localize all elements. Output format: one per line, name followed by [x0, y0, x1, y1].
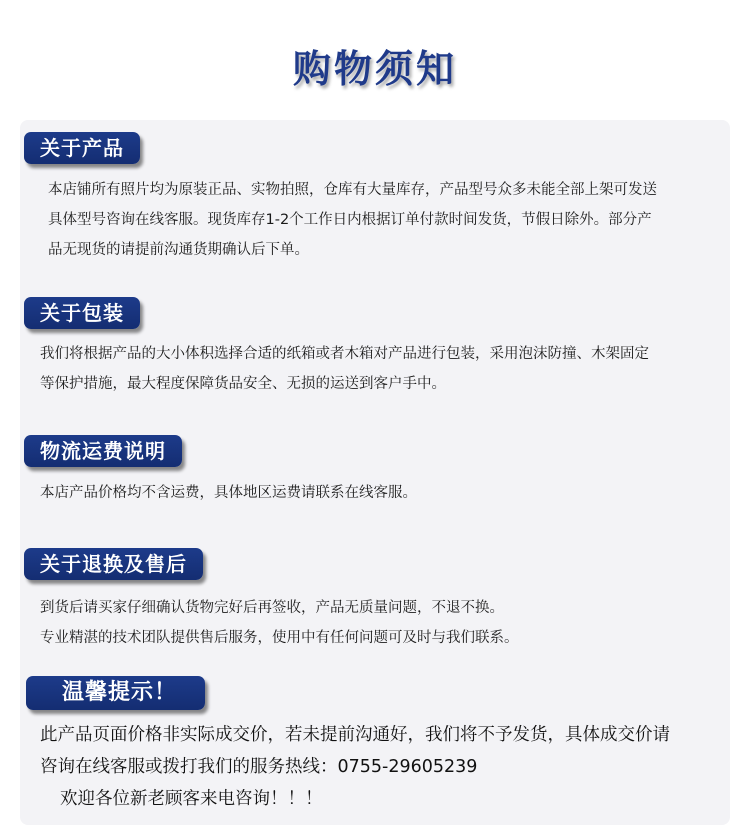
section-packaging-text	[40, 339, 649, 399]
notice-line: 咨询在线客服或拨打我们的服务热线：0755-29605239	[40, 757, 478, 777]
text-line: 本店产品价格均不含运费，具体地区运费请联系在线客服。	[40, 485, 417, 501]
text-line: 品无现货的请提前沟通货期确认后下单。	[48, 242, 309, 258]
section-heading-after-sales: 关于退换及售后	[24, 548, 203, 580]
text-line: 我们将根据产品的大小体积选择合适的纸箱或者木箱对产品进行包装，采用泡沫防撞、木架固定	[40, 346, 649, 362]
section-shipping-text	[40, 478, 417, 508]
notice-line: 欢迎各位新老顾客来电咨询！！！	[60, 789, 323, 809]
section-heading-shipping: 物流运费说明	[24, 435, 182, 467]
section-heading-packaging: 关于包装	[24, 297, 140, 329]
text-line: 专业精湛的技术团队提供售后服务，使用中有任何问题可及时与我们联系。	[40, 630, 519, 646]
text-line: 等保护措施，最大程度保障货品安全、无损的运送到客户手中。	[40, 376, 446, 392]
text-line: 到货后请买家仔细确认货物完好后再签收，产品无质量问题，不退不换。	[40, 600, 504, 616]
notice-heading: 温馨提示！	[26, 676, 205, 710]
page-title: 购物须知	[292, 47, 457, 91]
section-after-sales-text	[40, 593, 519, 653]
section-product-text	[48, 175, 657, 265]
text-line: 具体型号咨询在线客服。现货库存1-2个工作日内根据订单付款时间发货，节假日除外。部分产	[48, 212, 652, 228]
notice-text	[40, 719, 670, 815]
section-heading-product: 关于产品	[24, 132, 140, 164]
text-line: 本店铺所有照片均为原装正品、实物拍照，仓库有大量库存，产品型号众多未能全部上架可发送	[48, 182, 657, 198]
notice-line: 此产品页面价格非实际成交价，若未提前沟通好，我们将不予发货，具体成交价请	[40, 725, 670, 745]
